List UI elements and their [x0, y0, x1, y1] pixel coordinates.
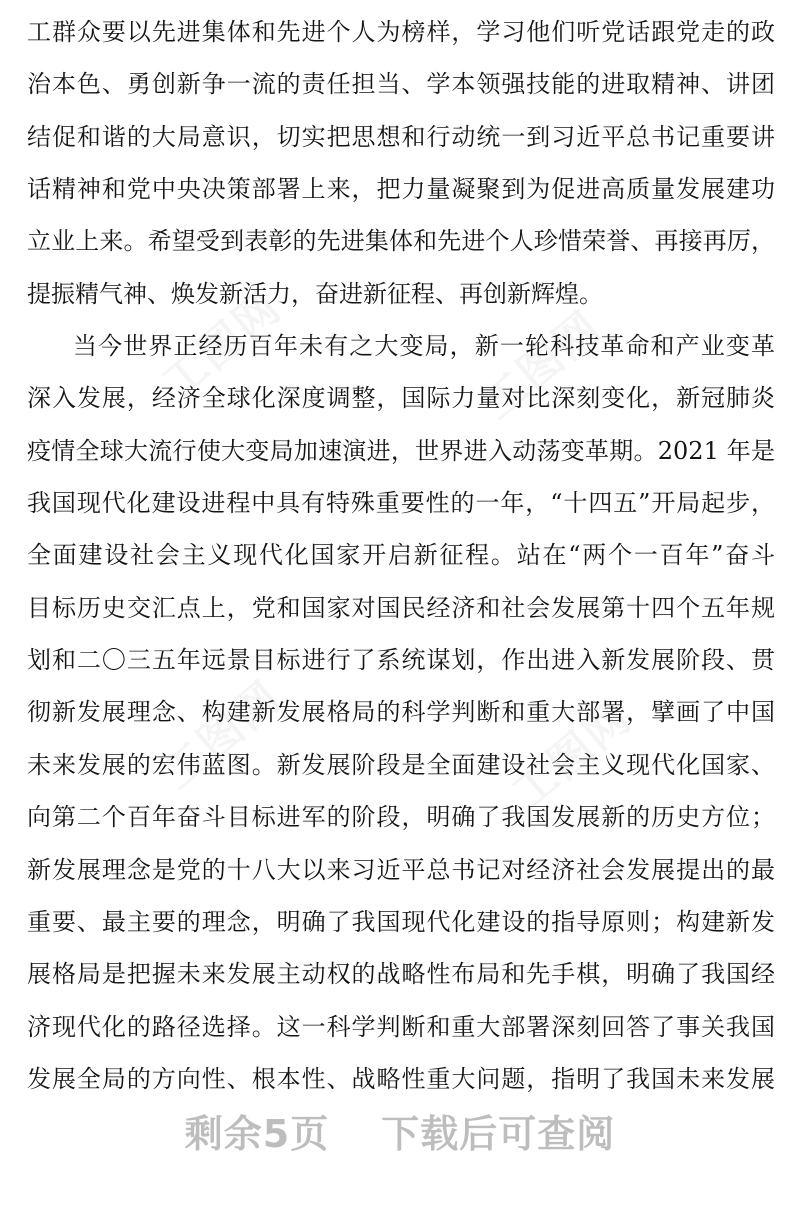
- text-line: 向第二个百年奋斗目标进军的阶段，明确了我国发展新的历史方位；: [27, 803, 775, 832]
- text-line: 全面建设社会主义现代化国家开启新征程。站在“两个一百年”奋斗: [27, 541, 775, 570]
- text-line: 彻新发展理念、构建新发展格局的科学判断和重大部署，擘画了中国: [27, 698, 775, 727]
- text-line: 济现代化的路径选择。这一科学判断和重大部署深刻回答了事关我国: [27, 1012, 775, 1041]
- text-line: 划和二〇三五年远景目标进行了系统谋划，作出进入新发展阶段、贯: [27, 646, 775, 675]
- text-line: 目标历史交汇点上，党和国家对国民经济和社会发展第十四个五年规: [27, 593, 775, 622]
- text-line: 提振精气神、焕发新活力，奋进新征程、再创新辉煌。: [27, 279, 603, 308]
- text-line: 未来发展的宏伟蓝图。新发展阶段是全面建设社会主义现代化国家、: [27, 750, 775, 779]
- download-to-view-label: 下载后可查阅: [381, 1112, 616, 1156]
- text-line: 立业上来。希望受到表彰的先进集体和先进个人珍惜荣誉、再接再厉，: [27, 227, 775, 256]
- text-line: 工群众要以先进集体和先进个人为榜样，学习他们听党话跟党走的政: [27, 18, 775, 46]
- text-line: 展格局是把握未来发展主动权的战略性布局和先手棋，明确了我国经: [27, 960, 775, 989]
- text-line: 深入发展，经济全球化深度调整，国际力量对比深刻变化，新冠肺炎: [27, 384, 775, 413]
- text-line: 发展全局的方向性、根本性、战略性重大问题，指明了我国未来发展: [27, 1064, 775, 1093]
- remaining-pages-label: 剩余5页: [184, 1112, 330, 1156]
- text-line: 话精神和党中央决策部署上来，把力量凝聚到为促进高质量发展建功: [27, 175, 775, 204]
- paragraph-first-line: 当今世界正经历百年未有之大变局，新一轮科技革命和产业变革: [73, 332, 775, 361]
- text-line: 新发展理念是党的十八大以来习近平总书记对经济社会发展提出的最: [27, 855, 775, 884]
- document-body: [27, 6, 775, 1105]
- text-line: 结促和谐的大局意识，切实把思想和行动统一到习近平总书记重要讲: [27, 122, 775, 151]
- text-line: 疫情全球大流行使大变局加速演进，世界进入动荡变革期。2021 年是: [27, 436, 775, 465]
- text-line: 治本色、勇创新争一流的责任担当、学本领强技能的进取精神、讲团: [27, 70, 775, 99]
- download-prompt-button[interactable]: [0, 1108, 800, 1160]
- text-line: 重要、最主要的理念，明确了我国现代化建设的指导原则；构建新发: [27, 907, 775, 936]
- text-line: 我国现代化建设进程中具有特殊重要性的一年，“十四五”开局起步，: [27, 489, 775, 518]
